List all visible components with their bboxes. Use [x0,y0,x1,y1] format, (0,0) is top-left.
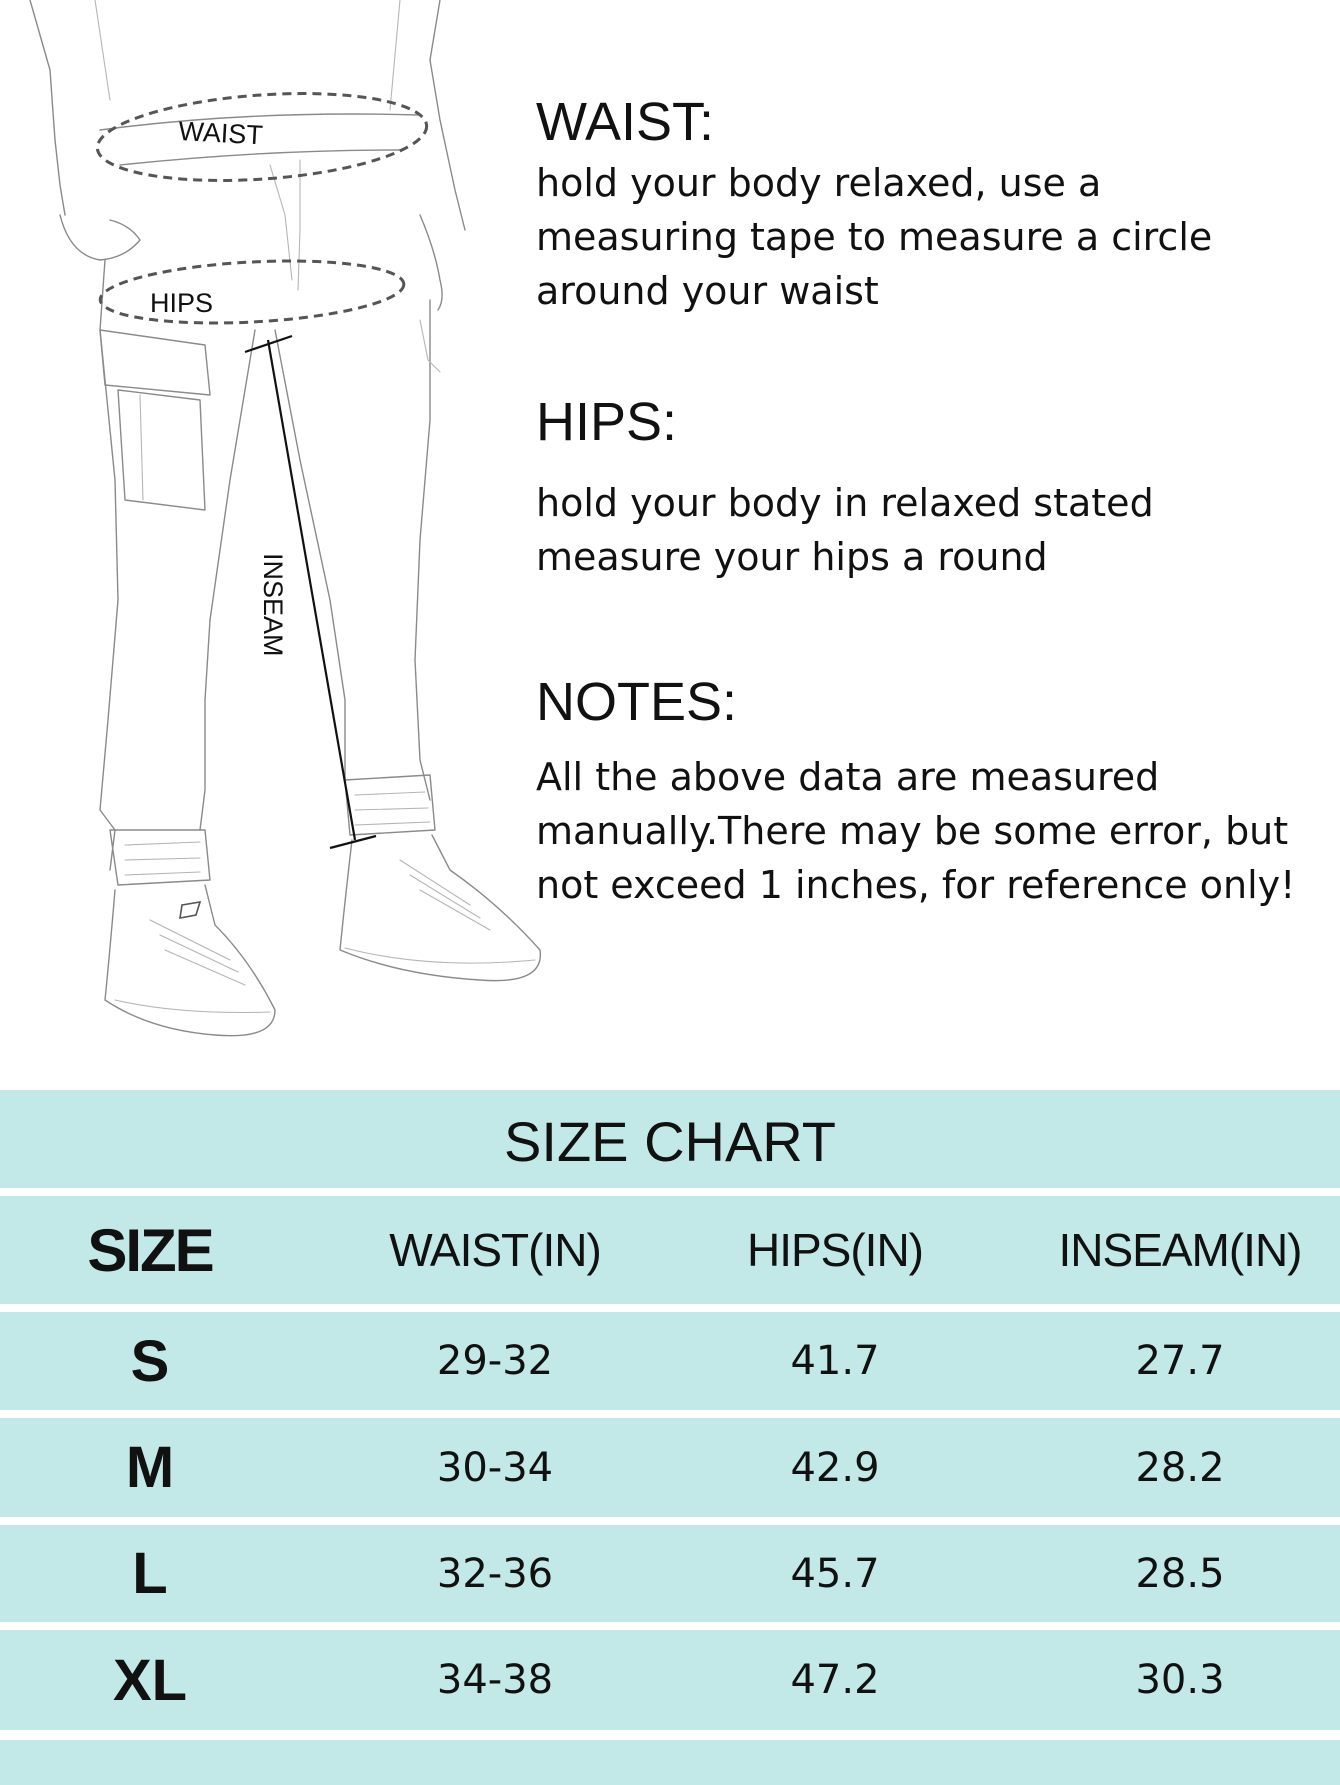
waist-cell: 32-36 [436,1550,554,1597]
header-inseam: INSEAM(IN) [1058,1224,1302,1276]
hips-heading: HIPS: [536,392,678,452]
table-row [0,1312,1340,1410]
notes-section [536,672,1326,912]
pants-measurement-illustration [0,0,560,1060]
header-size: SIZE [87,1216,213,1284]
size-cell: S [130,1328,170,1394]
waist-cell: 29-32 [436,1338,554,1384]
notes-heading: NOTES: [536,672,738,732]
hips-section [536,392,1326,584]
hips-cell: 45.7 [790,1550,880,1597]
hips-label: HIPS [150,288,214,318]
inseam-cell: 28.2 [1135,1444,1225,1491]
waist-description: hold your body relaxed, use a measuring tape to measure a circle around your waist [536,161,1213,313]
pants-sketch [0,0,560,1060]
size-cell: M [125,1435,175,1500]
size-chart-header-row [0,1196,1340,1304]
hips-description: hold your body in relaxed stated measure your hips a round [536,481,1154,579]
notes-description: All the above data are measured manually.There may be some error, but not exceed 1 inches, for reference only! [536,755,1296,907]
inseam-cell: 30.3 [1135,1657,1225,1703]
size-cell: L [132,1541,168,1606]
inseam-cell: 27.7 [1135,1338,1225,1384]
hips-cell: 47.2 [790,1657,880,1703]
table-footer-band [0,1740,1340,1785]
inseam-cell: 28.5 [1135,1550,1225,1597]
inseam-label: INSEAM [258,553,288,657]
waist-section [536,92,1326,318]
waist-cell: 34-38 [436,1657,554,1703]
waist-heading: WAIST: [536,92,715,152]
header-hips: HIPS(IN) [747,1224,923,1276]
size-chart-title: SIZE CHART [504,1110,836,1173]
waist-label: WAIST [177,116,264,151]
header-waist: WAIST(IN) [389,1224,601,1276]
waist-cell: 30-34 [436,1444,554,1491]
hips-cell: 41.7 [790,1338,880,1384]
size-cell: XL [112,1647,188,1713]
hips-cell: 42.9 [790,1444,880,1491]
table-row [0,1525,1340,1622]
table-row [0,1418,1340,1517]
table-row [0,1630,1340,1730]
